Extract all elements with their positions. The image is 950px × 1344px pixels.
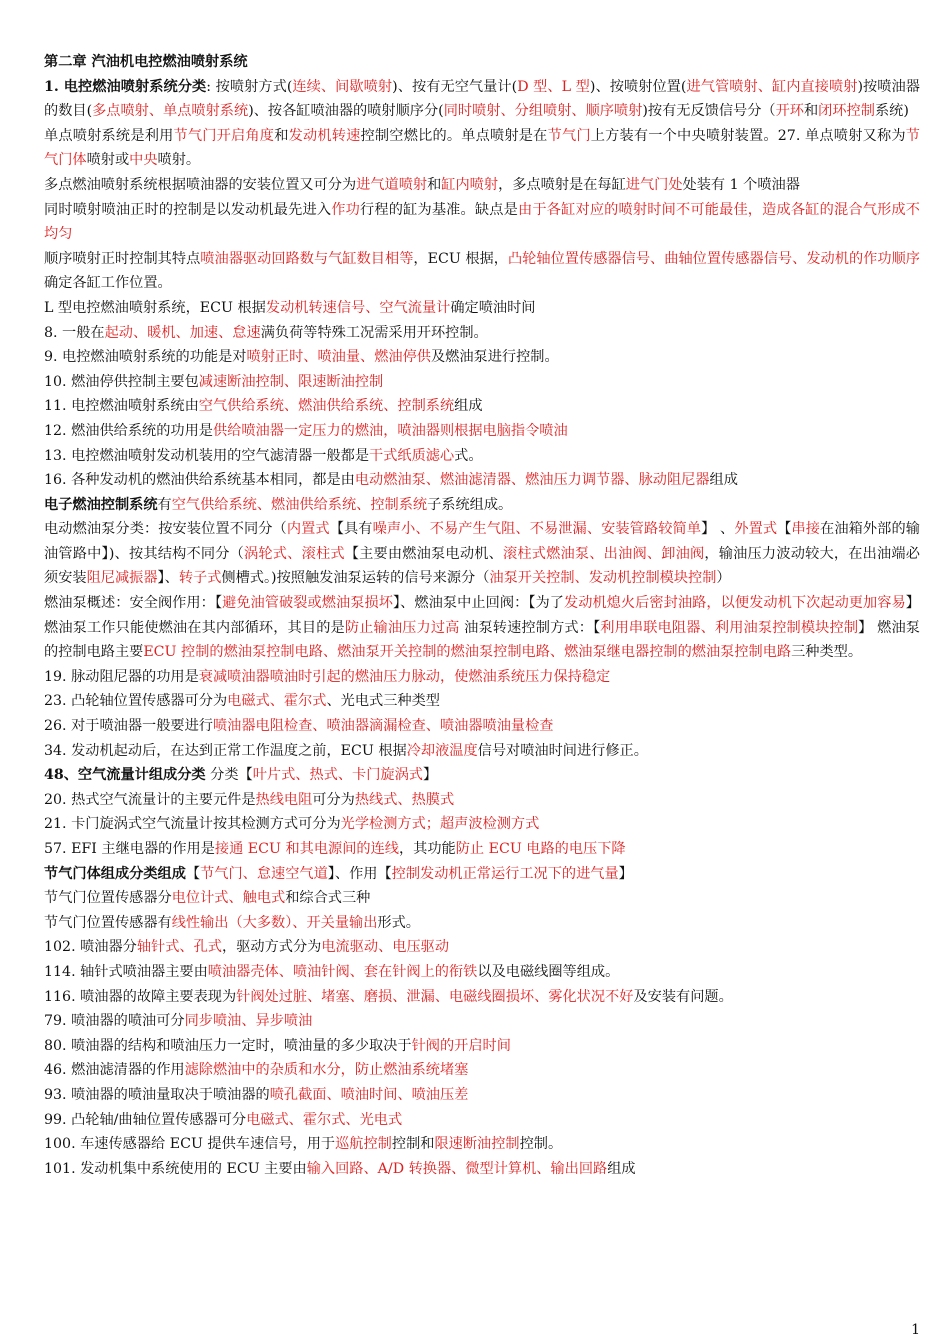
highlighted-answer-text: ECU 控制的燃油泵控制电路、燃油泵开关控制的燃油泵控制电路、燃油泵继电器控制的燃油泵控制电路 — [143, 644, 792, 661]
highlighted-answer-text: 进气道喷射 — [356, 176, 428, 193]
highlighted-answer-text: 限速断油控制 — [434, 1136, 520, 1153]
body-text: 99. 凸轮轴/曲轴位置传感器可分 — [44, 1111, 247, 1128]
body-text: ，驱动方式分为 — [222, 939, 322, 956]
paragraph — [44, 517, 920, 591]
highlighted-answer-text: 电动燃油泵、燃油滤清器、燃油压力调节器、脉动阻尼器 — [354, 472, 710, 489]
body-text: 以及电磁线圈等组成。 — [477, 963, 620, 980]
paragraph — [44, 985, 920, 1010]
body-text: 侧槽式。)按照触发油泵运转的信号来源分（ — [221, 570, 490, 587]
paragraph — [44, 468, 920, 493]
body-text: 燃油泵概述：安全阀作用：【 — [44, 595, 223, 612]
highlighted-answer-text: 叶片式、热式、卡门旋涡式 — [252, 767, 423, 784]
paragraph — [44, 1108, 920, 1133]
paragraph — [44, 837, 920, 862]
body-text: L 型电控燃油喷射系统，ECU 根据 — [44, 299, 266, 316]
highlighted-answer-text: 光学检测方式；超声波检测方式 — [340, 816, 540, 833]
highlighted-answer-text: 衰减喷油器喷油时引起的燃油压力脉动，使燃油系统压力保持稳定 — [198, 668, 611, 685]
highlighted-answer-text: 阻尼减振器 — [86, 570, 158, 587]
paragraph — [44, 198, 920, 247]
paragraph — [44, 1034, 920, 1059]
highlighted-answer-text: D 型、L 型 — [517, 78, 590, 95]
bold-heading-text: 1. 电控燃油喷射系统分类 — [44, 78, 207, 95]
body-text: 形式。 — [377, 914, 420, 931]
body-text: 11. 电控燃油喷射系统由 — [44, 398, 199, 415]
highlighted-answer-text: 凸轮轴位置传感器信号、曲轴位置传感器信号、发动机的作功顺序 — [507, 250, 920, 267]
highlighted-answer-text: 热线式、热膜式 — [354, 791, 455, 808]
highlighted-answer-text: 连续、间歇喷射 — [292, 78, 393, 95]
body-text: 节气门位置传感器分 — [44, 890, 172, 907]
body-text: 101. 发动机集中系统使用的 ECU 主要由 — [44, 1160, 307, 1177]
body-text: 12. 燃油供给系统的功用是 — [44, 422, 213, 439]
highlighted-answer-text: 供给喷油器一定压力的燃油，喷油器则根据电脑指令喷油 — [212, 422, 568, 439]
highlighted-answer-text: 涡轮式、滚柱式 — [244, 545, 345, 562]
body-text: 确定喷油时间 — [450, 299, 536, 316]
body-text: 116. 喷油器的故障主要表现为 — [44, 988, 237, 1005]
body-text: 单点喷射系统是利用 — [44, 127, 174, 144]
body-text: 分类【 — [205, 767, 253, 784]
highlighted-answer-text: 热线电阻 — [255, 791, 313, 808]
body-text: 】、作用【 — [327, 865, 392, 882]
highlighted-answer-text: 空气供给系统、燃油供给系统、控制系统 — [198, 398, 455, 415]
highlighted-answer-text: 线性输出（大多数）、开关量输出 — [171, 914, 378, 931]
body-text: 46. 燃油滤清器的作用 — [44, 1062, 185, 1079]
body-text: 上方装有一个中央喷射装置。27. 单点喷射又称为 — [590, 127, 906, 144]
paragraph — [44, 911, 920, 936]
highlighted-answer-text: 冷却液温度 — [406, 742, 478, 759]
highlighted-answer-text: 起动、暖机、加速、怠速 — [104, 324, 261, 341]
paragraph — [44, 763, 920, 788]
paragraph — [44, 444, 920, 469]
paragraph — [44, 50, 920, 75]
body-text: 可分为 — [312, 791, 355, 808]
body-text: 57. EFI 主继电器的作用是 — [44, 841, 215, 857]
bold-heading-text: 电子燃油控制系统 — [44, 496, 158, 513]
highlighted-answer-text: 滤除燃油中的杂质和水分，防止燃油系统堵塞 — [184, 1062, 469, 1079]
body-text: 油泵转速控制方式：【 — [459, 619, 601, 636]
body-text: 23. 凸轮轴位置传感器可分为 — [44, 693, 228, 710]
highlighted-answer-text: 干式纸质滤心 — [369, 447, 455, 464]
body-text: 9. 电控燃油喷射系统的功能是对 — [44, 349, 247, 366]
body-text: 多点燃油喷射系统根据喷油器的安装位置又可分为 — [44, 176, 357, 193]
highlighted-answer-text: 喷射正时、喷油量、燃油停供 — [246, 349, 431, 366]
body-text: 】 、 — [701, 521, 735, 538]
body-text: 93. 喷油器的喷油量取决于喷油器的 — [44, 1086, 270, 1103]
body-text: 13. 电控燃油喷射发动机装用的空气滤清器一般都是 — [44, 447, 370, 464]
body-text: 】 — [422, 767, 438, 784]
body-text: 和 — [803, 103, 819, 120]
body-text: 】 — [618, 865, 633, 882]
body-text: 组成 — [454, 398, 483, 415]
highlighted-answer-text: 同时喷射、分组喷射、顺序喷射 — [443, 103, 643, 120]
body-text: 8. 一般在 — [44, 324, 105, 341]
paragraph — [44, 689, 920, 714]
paragraph — [44, 124, 920, 173]
highlighted-answer-text: 电磁式、霍尔式、光电式 — [246, 1111, 403, 1128]
body-text: 控制空燃比的。单点喷射是在 — [360, 127, 548, 144]
paragraph — [44, 370, 920, 395]
body-text: ） — [716, 570, 731, 587]
highlighted-answer-text: 电流驱动、电压驱动 — [321, 939, 450, 956]
highlighted-answer-text: 油泵开关控制、发动机控制模块控制 — [489, 570, 717, 587]
body-text: 处装有 1 个喷油器 — [682, 176, 800, 193]
highlighted-answer-text: 由于各缸对应的喷射时间不可能最佳，造成各缸的混合气形成不均匀 — [44, 201, 920, 243]
body-text: 79. 喷油器的喷油可分 — [44, 1013, 185, 1030]
body-text: 组成 — [607, 1160, 636, 1177]
body-text: )、按喷射位置( — [589, 78, 687, 95]
body-text: 顺序喷射正时控制其特点 — [44, 250, 201, 267]
paragraph — [44, 1132, 920, 1157]
bold-heading-text: 第二章 汽油机电控燃油喷射系统 — [44, 54, 248, 70]
highlighted-answer-text: 减速断油控制、限速断油控制 — [198, 373, 384, 390]
body-text: 子系统组成。 — [427, 496, 513, 513]
paragraph — [44, 173, 920, 198]
highlighted-answer-text: 节气门、怠速空气道 — [200, 865, 328, 882]
paragraph — [44, 345, 920, 370]
paragraph — [44, 1058, 920, 1083]
highlighted-answer-text: 喷油器电阻检查、喷油器滴漏检查、喷油器喷油量检查 — [212, 718, 554, 735]
body-text: 节气门位置传感器有 — [44, 914, 172, 931]
highlighted-answer-text: 喷油器壳体、喷油针阀、套在针阀上的衔铁 — [207, 963, 478, 980]
body-text: 及安装有问题。 — [633, 988, 733, 1005]
body-text: 系统) — [874, 103, 909, 120]
highlighted-answer-text: 电位计式、触电式 — [171, 890, 286, 907]
body-text: 16. 各种发动机的燃油供给系统基本相同，都是由 — [44, 472, 355, 489]
highlighted-answer-text: 轴针式、孔式 — [136, 939, 222, 956]
body-text: 】、 — [157, 570, 179, 587]
body-text: )、按有无空气量计( — [392, 78, 518, 95]
highlighted-answer-text: 空气供给系统、燃油供给系统、控制系统 — [171, 496, 428, 513]
body-text: 有 — [157, 496, 172, 513]
highlighted-answer-text: 发动机转速 — [288, 127, 361, 144]
paragraph — [44, 394, 920, 419]
body-text: 式。 — [454, 447, 483, 464]
body-text: 34. 发动机起动后，在达到正常工作温度之前，ECU 根据 — [44, 742, 407, 759]
highlighted-answer-text: 避免油管破裂或燃油泵损坏 — [222, 595, 393, 612]
body-text: 满负荷等特殊工况需采用开环控制。 — [260, 324, 488, 341]
highlighted-answer-text: 利用串联电阻器、利用油泵控制模块控制 — [600, 619, 859, 636]
paragraph — [44, 419, 920, 444]
body-text: 100. 车速传感器给 ECU 提供车速信号，用于 — [44, 1136, 336, 1153]
paragraph — [44, 591, 920, 665]
body-text: 和 — [427, 176, 442, 193]
paragraph — [44, 1157, 920, 1182]
paragraph — [44, 247, 920, 296]
highlighted-answer-text: 闭环控制 — [818, 103, 875, 120]
bold-heading-text: 48、空气流量计组成分类 — [44, 767, 206, 784]
document-body — [44, 50, 920, 1181]
highlighted-answer-text: 防止输油压力过高 — [344, 619, 460, 636]
body-text: : 按喷射方式( — [206, 78, 293, 95]
body-text: 组成 — [709, 472, 738, 489]
body-text: 信号对喷油时间进行修正。 — [477, 742, 648, 759]
highlighted-answer-text: 进气门处 — [625, 176, 683, 193]
paragraph — [44, 960, 920, 985]
paragraph — [44, 739, 920, 764]
body-text: 和综合式三种 — [285, 890, 371, 907]
body-text: )按有无反馈信号分（ — [642, 103, 776, 120]
body-text: 确定各缸工作位置。 — [44, 275, 172, 292]
paragraph — [44, 935, 920, 960]
highlighted-answer-text: 针阀的开启时间 — [411, 1037, 511, 1054]
paragraph — [44, 665, 920, 690]
highlighted-answer-text: 中央 — [129, 152, 158, 169]
highlighted-answer-text: 喷油器驱动回路数与气缸数目相等 — [200, 250, 414, 267]
body-text: 喷射。 — [157, 152, 201, 169]
body-text: 行程的缸为基准。缺点是 — [360, 201, 518, 218]
body-text: 控制和 — [391, 1136, 435, 1153]
highlighted-answer-text: 电磁式、霍尔式 — [227, 693, 327, 710]
highlighted-answer-text: 滚柱式燃油泵、出油阀、卸油阀 — [502, 545, 705, 562]
highlighted-answer-text: 外置式 — [734, 521, 778, 538]
highlighted-answer-text: 防止 ECU 电路的电压下降 — [455, 841, 626, 857]
body-text: 26. 对于喷油器一般要进行 — [44, 718, 213, 735]
highlighted-answer-text: 节气门开启角度 — [173, 127, 275, 144]
highlighted-answer-text: 噪声小、不易产生气阻、不易泄漏、安装管路较简单 — [372, 521, 702, 538]
body-text: 【 — [185, 865, 201, 882]
body-text: 喷射或 — [86, 152, 130, 169]
highlighted-answer-text: 进气管喷射、缸内直接喷射 — [686, 78, 858, 95]
highlighted-answer-text: 缸内喷射 — [441, 176, 499, 193]
body-text: 【 — [777, 521, 792, 538]
highlighted-answer-text: 串接 — [791, 521, 821, 538]
body-text: 】 燃油泵工作只能使燃油在其内部循环，其目的是 — [44, 595, 920, 636]
paragraph — [44, 886, 920, 911]
body-text: 电动燃油泵分类：按安装位置不同分（ — [44, 521, 287, 538]
highlighted-answer-text: 作功 — [331, 201, 360, 218]
paragraph — [44, 296, 920, 321]
bold-heading-text: 节气门体组成分类组成 — [44, 865, 186, 882]
body-text: ，其功能 — [398, 841, 456, 857]
body-text: 三种类型。 — [791, 644, 863, 661]
body-text: 、光电式三种类型 — [326, 693, 440, 710]
paragraph — [44, 321, 920, 346]
highlighted-answer-text: 发动机转速信号、空气流量计 — [265, 299, 451, 316]
body-text: 80. 喷油器的结构和喷油压力一定时，喷油量的多少取决于 — [44, 1037, 412, 1054]
body-text: 】 燃油泵的控制电路主要 — [44, 619, 920, 661]
body-text: 【主要由燃油泵电动机、 — [344, 545, 503, 562]
body-text: )、按各缸喷油器的喷射顺序分( — [248, 103, 444, 120]
body-text: 】、燃油泵中止回阀：【为了 — [392, 595, 564, 612]
body-text: 102. 喷油器分 — [44, 939, 137, 956]
highlighted-answer-text: 内置式 — [286, 521, 330, 538]
body-text: 在油箱外部的输油管路中】)、按其结构不同分（ — [44, 521, 920, 562]
body-text: ，ECU 根据， — [413, 250, 508, 267]
body-text: 10. 燃油停供控制主要包 — [44, 373, 199, 390]
highlighted-answer-text: 多点喷射、单点喷射系统 — [92, 103, 249, 120]
body-text: )按喷油器的数目( — [44, 78, 920, 120]
highlighted-answer-text: 输入回路、A/D 转换器、微型计算机、输出回路 — [306, 1160, 608, 1177]
body-text: 20. 热式空气流量计的主要元件是 — [44, 791, 256, 808]
body-text: 和 — [274, 127, 289, 144]
body-text: 控制。 — [519, 1136, 563, 1153]
highlighted-answer-text: 巡航控制 — [335, 1136, 392, 1153]
paragraph — [44, 1009, 920, 1034]
paragraph — [44, 714, 920, 739]
paragraph — [44, 788, 920, 813]
body-text: 同时喷射喷油正时的控制是以发动机最先进入 — [44, 201, 332, 218]
body-text: 19. 脉动阻尼器的功用是 — [44, 668, 199, 685]
highlighted-answer-text: 节气门 — [547, 127, 591, 144]
paragraph — [44, 1083, 920, 1108]
body-text: ，输油压力波动较大，在出油端必须安装 — [44, 545, 920, 587]
highlighted-answer-text: 节气门体 — [44, 127, 920, 169]
body-text: 114. 轴针式喷油器主要由 — [44, 963, 208, 980]
highlighted-answer-text: 开环 — [775, 103, 804, 120]
highlighted-answer-text: 接通 ECU 和其电源间的连线 — [214, 841, 399, 857]
highlighted-answer-text: 同步喷油、异步喷油 — [184, 1013, 313, 1030]
highlighted-answer-text: 发动机熄火后密封油路，以便发动机下次起动更加容易 — [563, 595, 906, 612]
highlighted-answer-text: 转子式 — [178, 570, 222, 587]
highlighted-answer-text: 针阀处过脏、堵塞、磨损、泄漏、电磁线圈损坏、雾化状况不好 — [236, 988, 634, 1005]
page-number: 1 — [911, 1322, 920, 1338]
highlighted-answer-text: 控制发动机正常运行工况下的进气量 — [391, 865, 619, 882]
paragraph — [44, 812, 920, 837]
body-text: 【具有 — [329, 521, 373, 538]
body-text: ，多点喷射是在每缸 — [498, 176, 626, 193]
highlighted-answer-text: 喷孔截面、喷油时间、喷油压差 — [269, 1086, 469, 1103]
paragraph — [44, 493, 920, 518]
body-text: 21. 卡门旋涡式空气流量计按其检测方式可分为 — [44, 816, 341, 833]
paragraph — [44, 75, 920, 124]
body-text: 及燃油泵进行控制。 — [430, 349, 559, 366]
paragraph — [44, 862, 920, 887]
